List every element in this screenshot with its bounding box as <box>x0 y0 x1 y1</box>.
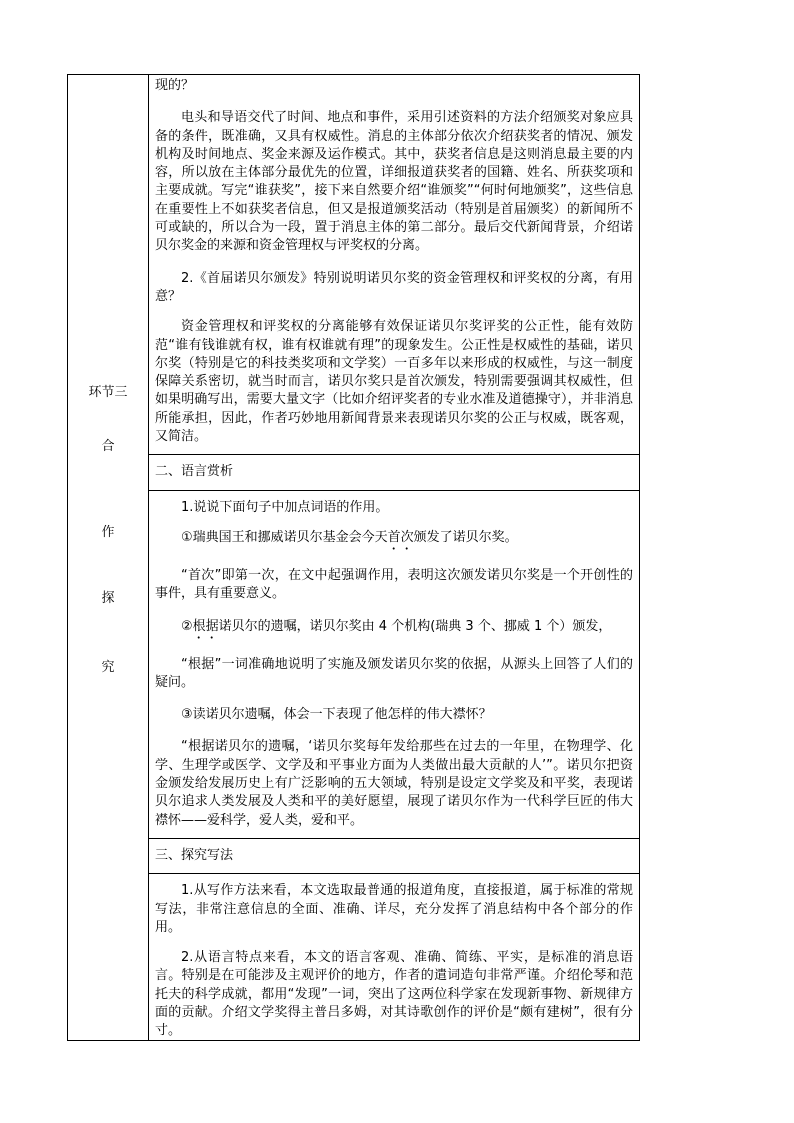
answer-2: “根据”一词准确地说明了实施及颁发诺贝尔奖的依据，从源头上回答了人们的疑问。 <box>155 656 633 690</box>
row-divider <box>148 873 639 874</box>
writing-point-2: 2.从语言特点来看，本文的语言客观、准确、简练、平实，是标准的消息语言。特别是在可能涉及主观评价的地方，作者的遣词造句非常严谨。介绍伦琴和范托夫的科学成就，都用“发现”一词，突出了这两位科学家在发现新事物、新规律方面的贡献。介绍文学奖得主普吕多姆，对其诗歌创作的评价是“颇有建树”，很有分寸。 <box>155 950 633 1039</box>
question-3: ③读诺贝尔遗嘱，体会一下表现了他怎样的伟大襟怀？ <box>181 707 492 723</box>
section-label-line3: 作 <box>101 525 115 540</box>
answer-3: “根据诺贝尔的遗嘱，‘诺贝尔奖每年发给那些在过去的一年里，在物理学、化学、生理学或医学、文学及和平事业方面为人类做出最大贡献的人’”。诺贝尔把资金颁发给发展历史上有广泛影响的五大领域，特别是设定文学奖及和平奖，表现诺贝尔追求人类发展及人类和平的美好愿望，展现了诺贝尔作为一代科学巨匠的伟大襟怀——爱科学，爱人类，爱和平。 <box>155 739 633 828</box>
sentence-part: ①瑞典国王和挪威诺贝尔基金会今天 <box>181 529 388 545</box>
sentence-part: ② <box>181 618 193 634</box>
example-sentence-2 <box>155 618 633 642</box>
dotted-word-according: 根据 <box>192 618 219 634</box>
writing-point-1: 1.从写作方法来看，本文选取最普通的报道角度，直接报道，属于标准的常规写法，非常注意信息的全面、准确、详尽，充分发挥了消息结构中各个部分的作用。 <box>155 883 633 935</box>
lesson-table <box>67 74 640 1041</box>
section-label-line5: 究 <box>101 660 115 675</box>
paragraph-analysis-2: 资金管理权和评奖权的分离能够有效保证诺贝尔奖评奖的公正性，能有效防范“谁有钱谁就有权，谁有权谁就有理”的现象发生。公正性是权威性的基础，诺贝尔奖（特别是它的科技类奖项和文学奖）一百多年以来形成的权威性，与这一制度保障关系密切，就当时而言，诺贝尔奖只是首次颁发，特别需要强调其权威性，但如果明确写出，需要大量文字（比如介绍评奖者的专业水准及道德操守），并非消息所能承担，因此，作者巧妙地用新闻背景来表现诺贝尔奖的公正与权威，既客观，又简洁。 <box>155 319 633 445</box>
answer-1: “首次”即第一次，在文中起强调作用，表明这次颁发诺贝尔奖是一个开创性的事件，具有重要意义。 <box>155 567 633 602</box>
row-divider <box>148 838 639 839</box>
section-label-cell <box>68 75 148 1040</box>
paragraph-analysis-1: 电头和导语交代了时间、地点和事件，采用引述资料的方法介绍颁奖对象应具备的条件，既准确，又具有权威性。消息的主体部分依次介绍获奖者的情况、颁发机构及时间地点、奖金来源及运作模式。其中，获奖者信息是这则消息最主要的内容，所以放在主体部分最优先的位置，详细报道获奖者的国籍、姓名、所获奖项和主要成就。写完“谁获奖”，接下来自然要介绍“谁颁奖”“何时何地颁奖”，这些信息在重要性上不如获奖者信息，但又是报道颁奖活动（特别是首届颁奖）的新闻所不可或缺的，所以合为一段，置于消息主体的第二部分。最后交代新闻背景，介绍诺贝尔奖金的来源和资金管理权与评奖权的分离。 <box>155 110 633 254</box>
question-words: 1.说说下面句子中加点词语的作用。 <box>181 499 389 515</box>
section-label-line4: 探 <box>101 591 115 606</box>
sentence-part: 颁发了诺贝尔奖。 <box>413 529 518 545</box>
row-divider <box>148 490 639 491</box>
question-2: 2.《首届诺贝尔颁发》特别说明诺贝尔奖的资金管理权和评奖权的分离，有用意？ <box>155 270 633 304</box>
example-sentence-1 <box>155 529 633 553</box>
row-divider <box>148 454 639 455</box>
heading-explore-writing: 三、探究写法 <box>155 847 234 863</box>
paragraph-continuation: 现的？ <box>155 78 195 93</box>
section-label-line1: 环节三 <box>88 385 128 400</box>
sentence-part: 诺贝尔的遗嘱，诺贝尔奖由 4 个机构(瑞典 3 个、挪威 1 个）颁发， <box>218 618 612 634</box>
column-divider <box>148 75 149 1040</box>
heading-language-appreciation: 二、语言赏析 <box>155 464 234 480</box>
content-cell <box>155 77 633 1041</box>
dotted-word-first-time: 首次 <box>387 529 414 545</box>
section-label-line2: 合 <box>101 439 115 454</box>
